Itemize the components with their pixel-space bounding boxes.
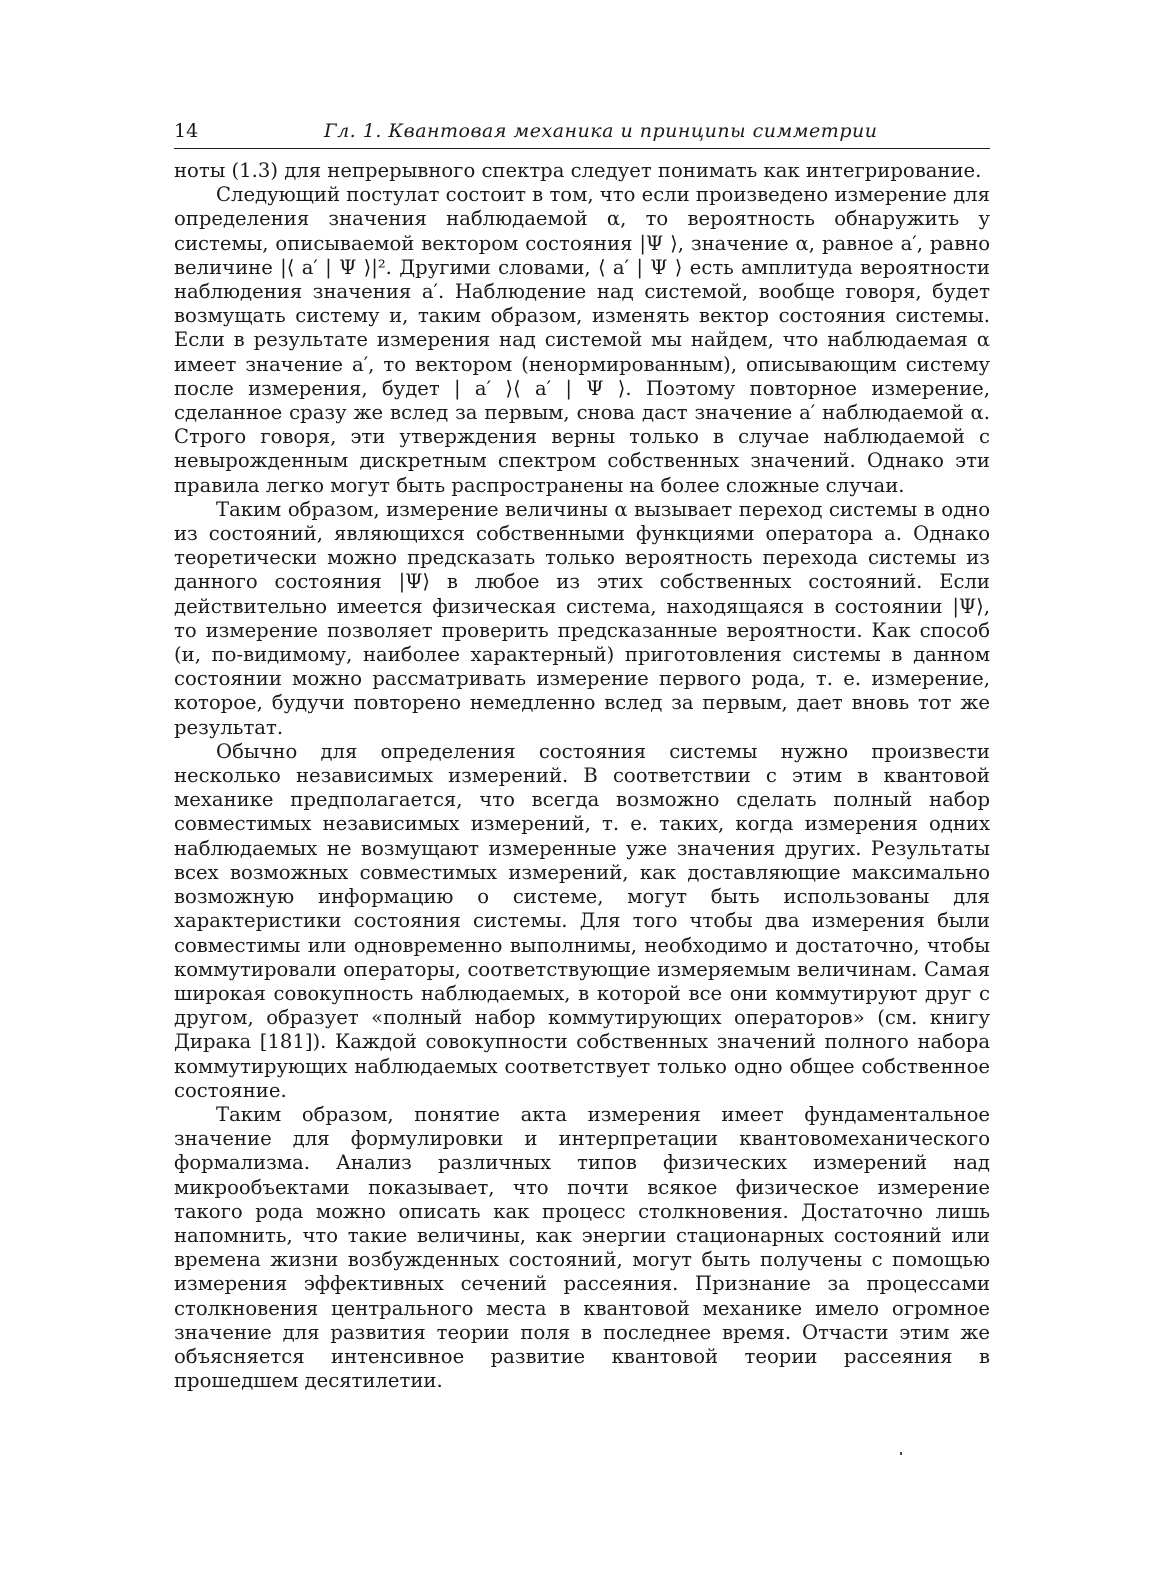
running-header [174, 118, 990, 149]
chapter-title: Гл. 1. Квантовая механика и принципы симметрии [324, 120, 878, 142]
page-number: 14 [174, 120, 199, 142]
paragraph-complete-set: Обычно для определения состояния системы нужно произвести несколько независимых измерений. В соответствии с этим в квантовой механике предполагается, что всегда возможно сделать полный набор совместимых независимых измерений, т. е. таких, когда измерения одних наблюдаемых не возмущают измеренные уже значения других. Результаты всех возможных совместимых измерений, как доставляющие максимально возможную информацию о системе, могут быть использованы для характеристики состояния системы. Для того чтобы два измерения были совместимы или одновременно выполнимы, необходимо и достаточно, чтобы коммутировали операторы, соответствующие измеряемым величинам. Самая широкая совокупность наблюдаемых, в которой все они коммутируют друг с другом, образует «полный набор коммутирующих операторов» (см. книгу Дирака [181]). Каждой совокупности собственных значений полного набора коммутирующих наблюдаемых соответствует только одно общее собственное состояние. [174, 739, 990, 1102]
body-text [174, 159, 990, 1393]
paragraph-postulate: Следующий постулат состоит в том, что если произведено измерение для определения значения наблюдаемой α, то вероятность обнаружить у системы, описываемой вектором состояния |Ψ ⟩, значение α, равное a′, равно величине |⟨ a′ | Ψ ⟩|². Другими словами, ⟨ a′ | Ψ ⟩ есть амплитуда вероятности наблюдения значения a′. Наблюдение над системой, вообще говоря, будет возмущать систему и, таким образом, изменять вектор состояния системы. Если в результате измерения над системой мы найдем, что наблюдаемая α имеет значение a′, то вектором (ненормированным), описывающим систему после измерения, будет | a′ ⟩⟨ a′ | Ψ ⟩. Поэтому повторное измерение, сделанное сразу же вслед за первым, снова даст значение a′ наблюдаемой α. Строго говоря, эти утверждения верны только в случае наблюдаемой с невырожденным дискретным спектром собственных значений. Однако эти правила легко могут быть распространены на более сложные случаи. [174, 183, 990, 497]
book-page [174, 118, 990, 1393]
paragraph-continuation: ноты (1.3) для непрерывного спектра следует понимать как интегрирование. [174, 159, 982, 182]
paragraph-transition: Таким образом, измерение величины α вызывает переход системы в одно из состояний, являющихся собственными функциями оператора a. Однако теоретически можно предсказать только вероятность перехода системы из данного состояния |Ψ⟩ в любое из этих собственных состояний. Если действительно имеется физическая система, находящаяся в состоянии |Ψ⟩, то измерение позволяет проверить предсказанные вероятности. Как способ (и, по-видимому, наиболее характерный) приготовления системы в данном состоянии можно рассматривать измерение первого рода, т. е. измерение, которое, будучи повторено немедленно вслед за первым, дает вновь тот же результат. [174, 497, 990, 739]
paragraph-scattering: Таким образом, понятие акта измерения имеет фундаментальное значение для формулировки и интерпретации квантовомеханического формализма. Анализ различных типов физических измерений над микрообъектами показывает, что почти всякое физическое измерение такого рода можно описать как процесс столкновения. Достаточно лишь напомнить, что такие величины, как энергии стационарных состояний или времена жизни возбужденных состояний, могут быть получены с помощью измерения эффективных сечений рассеяния. Признание за процессами столкновения центрального места в квантовой механике имело огромное значение для развития теории поля в последнее время. Отчасти этим же объясняется интенсивное развитие квантовой теории рассеяния в прошедшем десятилетии. [174, 1102, 990, 1393]
print-speck [900, 1452, 902, 1455]
